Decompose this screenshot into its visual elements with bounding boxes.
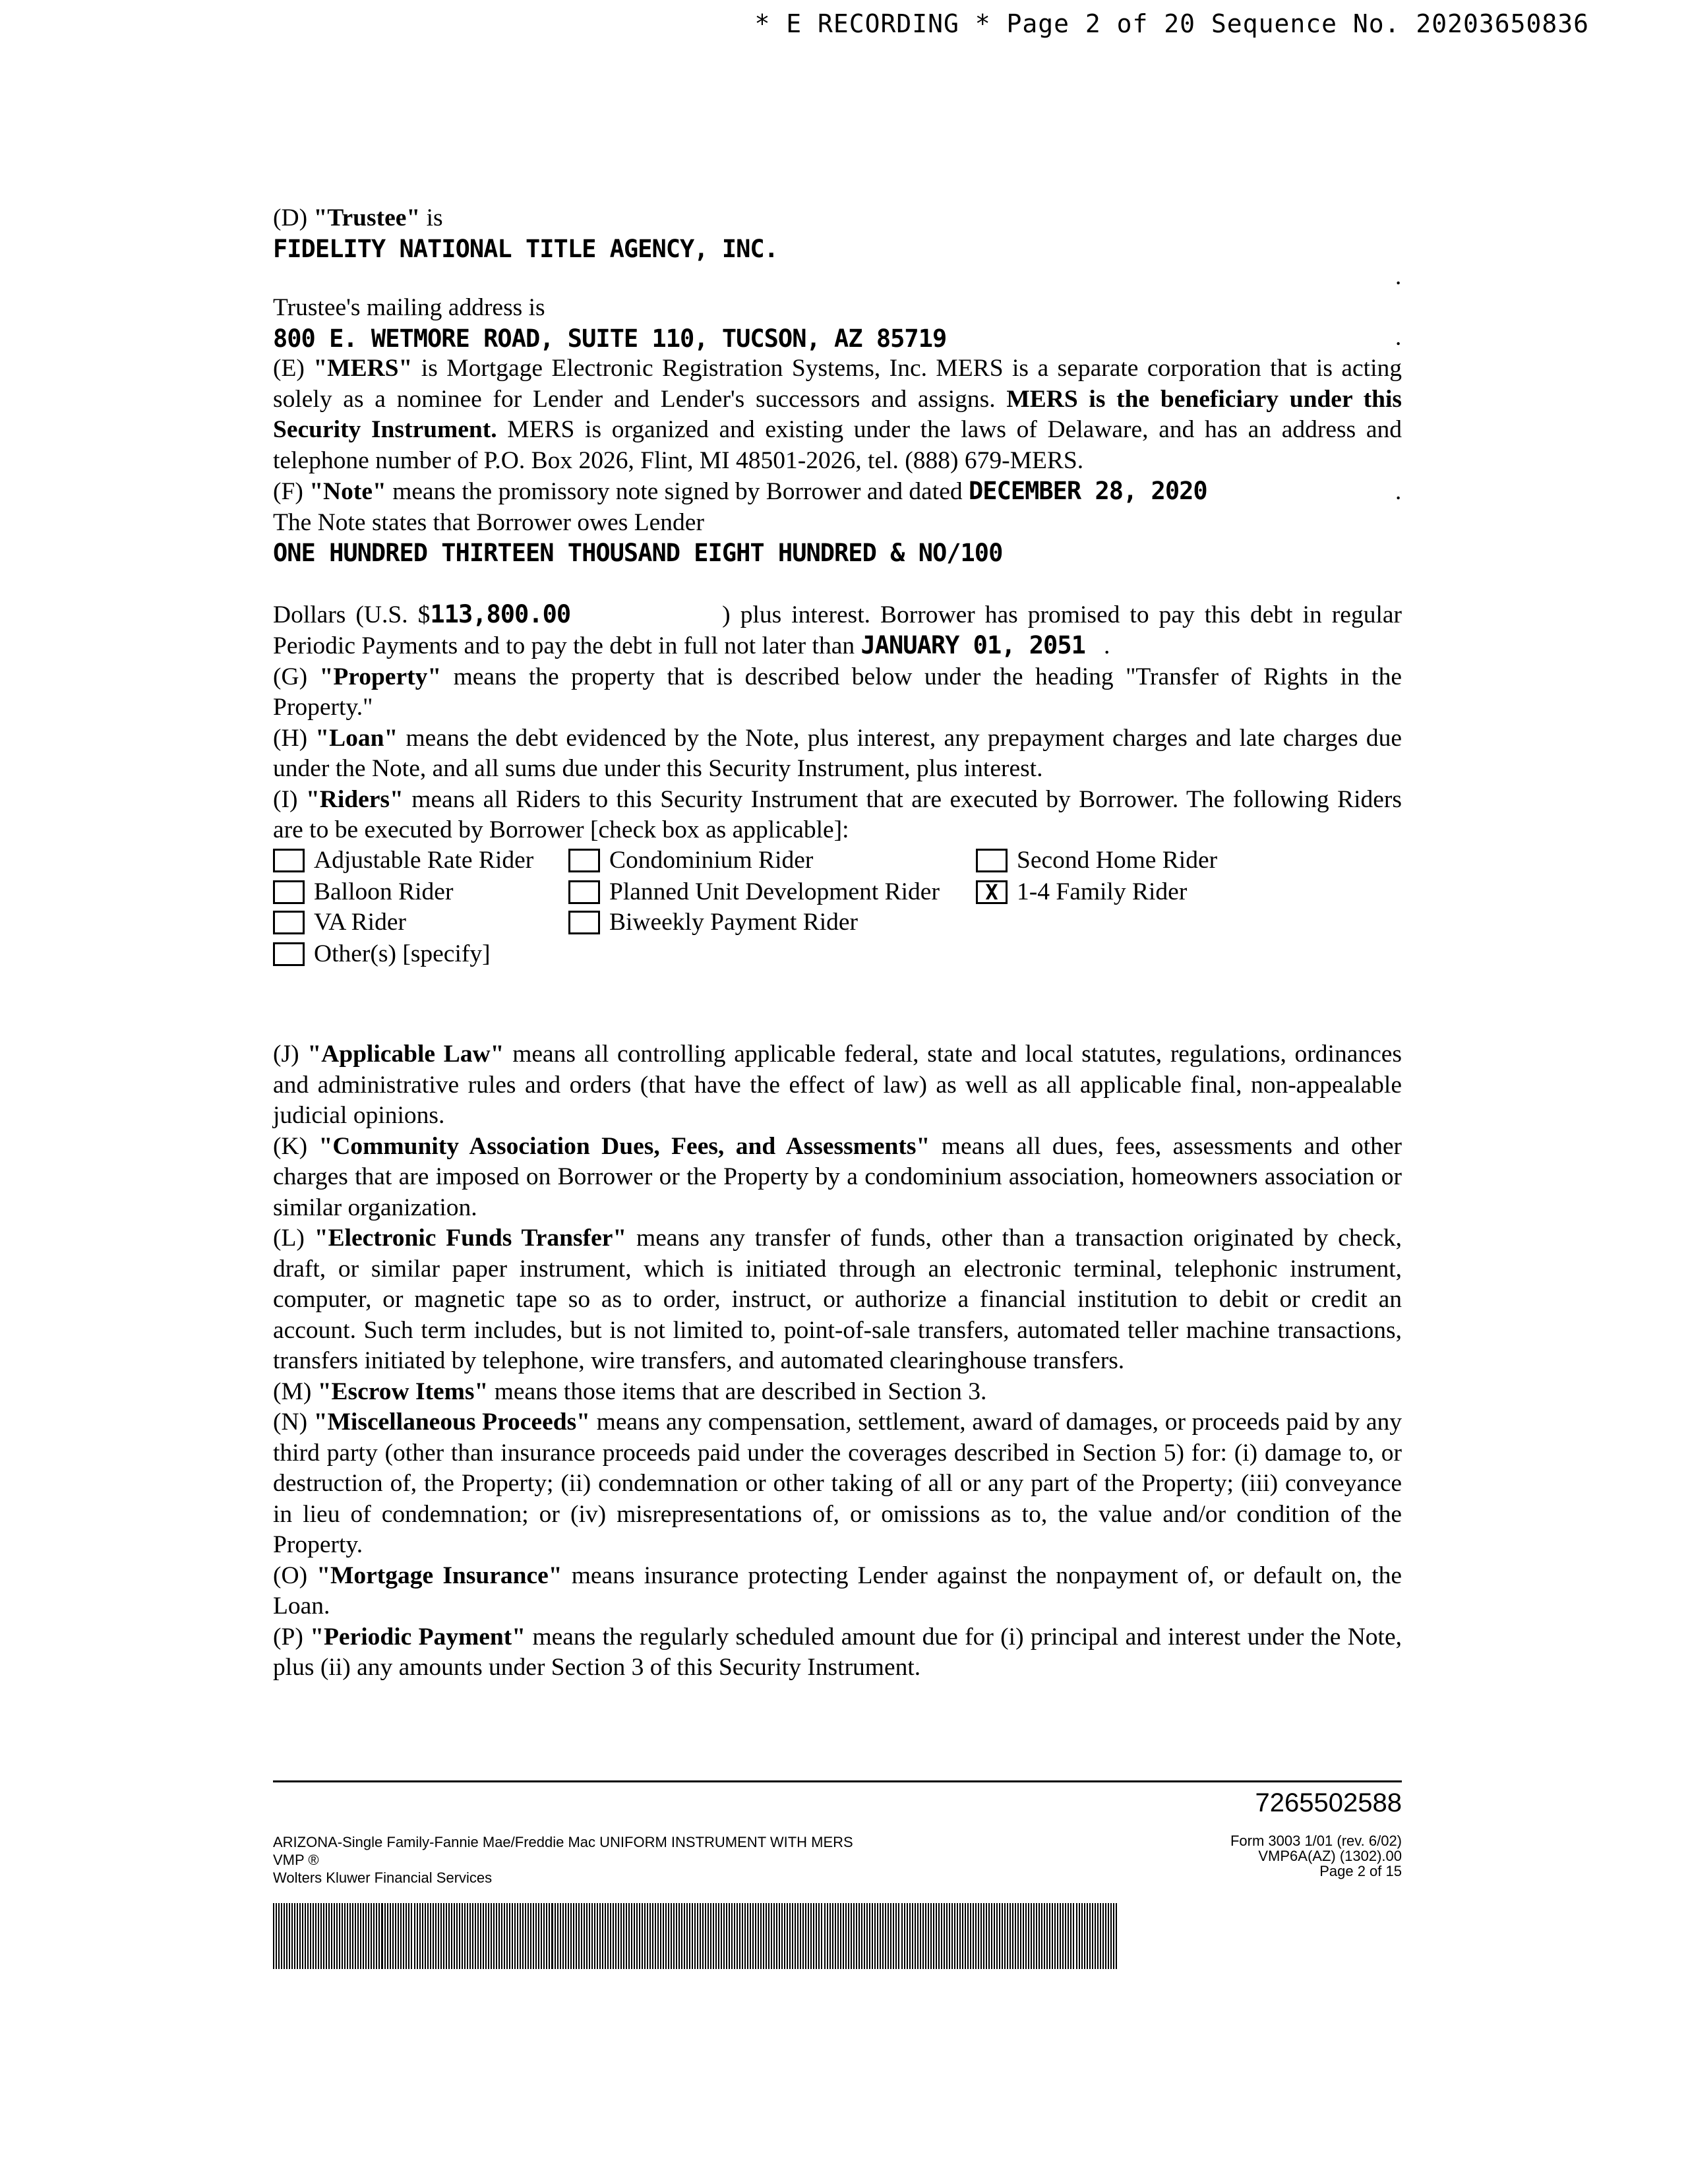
definition-note: (F) "Note" means the promissory note signed by Borrower and dated DECEMBER 28, 2020 [273, 477, 1207, 505]
definition-eft: (L) "Electronic Funds Transfer" means any transfer of funds, other than a transaction originated by check, draft, or similar paper instrument, which is initiated through an electronic terminal, telephonic instrument, computer, or magnetic tape so as to order, instruct, or authorize a financial institution to debit or credit an account. Such term includes, but is not limited to, point-of-sale transfers, automated teller machine transactions, transfers initiated by telephone, wire transfers, and automated clearinghouse transfers. [273, 1225, 1402, 1374]
fill-dot: . [1395, 263, 1402, 290]
note-amount: 113,800.00 [430, 599, 571, 628]
checkbox-box[interactable] [273, 849, 305, 872]
definition-misc-proceeds: (N) "Miscellaneous Proceeds" means any compensation, settlement, award of damages, or proceeds paid by any third party (other than insurance proceeds paid under the coverages described in Section 5) for: (i) damage to, or destruction of, the Property; (ii) condemnation or other taking of all or any part of the Property; (iii) conveyance in lieu of condemnation; or (iv) misrepresentations of, or omissions as to, the value and/or condition of the Property. [273, 1409, 1402, 1558]
section-trustee-address [273, 293, 1402, 354]
fill-dot: . [1395, 478, 1402, 505]
checkbox-box[interactable] [273, 942, 305, 966]
footer-left [273, 1833, 853, 1887]
note-amount-words: ONE HUNDRED THIRTEEN THOUSAND EIGHT HUNDRED & NO/100 [273, 539, 1003, 567]
definition-loan: (H) "Loan" means the debt evidenced by the Note, plus interest, any prepayment charges and late charges due under the Note, and all sums due under this Security Instrument, plus interest. [273, 724, 1402, 782]
checkbox-box[interactable] [273, 911, 305, 934]
section-trustee: (D) "Trustee" is FIDELITY NATIONAL TITLE AGENCY, INC. [273, 203, 1402, 264]
checkbox-box[interactable] [568, 880, 600, 904]
checkbox-pud-rider[interactable]: Planned Unit Development Rider [568, 878, 940, 906]
note-maturity-date: JANUARY 01, 2051 [860, 631, 1085, 659]
trustee-name: FIDELITY NATIONAL TITLE AGENCY, INC. [273, 234, 778, 263]
footer-rule [273, 1780, 1402, 1782]
trustee-address: 800 E. WETMORE ROAD, SUITE 110, TUCSON, AZ 85719 [273, 324, 947, 353]
note-date: DECEMBER 28, 2020 [968, 477, 1207, 505]
definition-mers: (E) "MERS" is Mortgage Electronic Registration Systems, Inc. MERS is a separate corporation that is acting solely as a nominee for Lender and Lender's successors and assigns. MERS is the beneficiary under this Security Instrument. MERS is organized and existing under the laws of Delaware, and has an address and telephone number of P.O. Box 2026, Flint, MI 48501-2026, tel. (888) 679-MERS. [273, 355, 1402, 474]
checkbox-box[interactable] [568, 849, 600, 872]
note-dollars: Dollars (U.S. $113,800.00 ) plus interest. Borrower has promised to pay this debt in regular Periodic Payments and to pay the debt in full not later than JANUARY 01, 2051 . [273, 599, 1402, 659]
checkbox-box[interactable] [273, 880, 305, 904]
form-code: VMP6A(AZ) (1302).00 [1258, 1848, 1402, 1864]
definition-property: (G) "Property" means the property that is described below under the heading "Transfer of Rights in the Property." [273, 663, 1402, 721]
form-title: ARIZONA-Single Family-Fannie Mae/Freddie Mac UNIFORM INSTRUMENT WITH MERS [273, 1834, 853, 1850]
publisher: Wolters Kluwer Financial Services [273, 1869, 493, 1886]
recording-header: * E RECORDING * Page 2 of 20 Sequence No. 20203650836 [754, 9, 1589, 38]
page-number: Page 2 of 15 [1319, 1863, 1402, 1879]
section-definitions-j-p [273, 1039, 1402, 1684]
checkbox-box[interactable] [568, 911, 600, 934]
trustee-address-label: Trustee's mailing address is [273, 294, 545, 321]
note-owes-text: The Note states that Borrower owes Lender [273, 508, 704, 536]
checkbox-1-4-family-rider[interactable]: X 1-4 Family Rider [976, 878, 1187, 906]
checkbox-condominium-rider[interactable]: Condominium Rider [568, 846, 813, 874]
fill-dot: . [1395, 324, 1402, 351]
checkbox-va-rider[interactable]: VA Rider [273, 908, 406, 936]
trustee-term: "Trustee" [313, 204, 421, 231]
form-number: Form 3003 1/01 (rev. 6/02) [1230, 1833, 1402, 1849]
section-definitions-e-i [273, 353, 1402, 846]
loan-number: 7265502588 [1255, 1788, 1402, 1817]
checkbox-second-home-rider[interactable]: Second Home Rider [976, 846, 1217, 874]
definition-periodic-payment: (P) "Periodic Payment" means the regularly scheduled amount due for (i) principal and interest under the Note, plus (ii) any amounts under Section 3 of this Security Instrument. [273, 1623, 1402, 1681]
checkbox-box[interactable]: X [976, 880, 1008, 904]
footer-right [1230, 1833, 1402, 1879]
checkbox-box[interactable] [976, 849, 1008, 872]
checkbox-others-rider[interactable]: Other(s) [specify] [273, 940, 491, 968]
checkbox-biweekly-payment-rider[interactable]: Biweekly Payment Rider [568, 908, 858, 936]
definition-mortgage-insurance: (O) "Mortgage Insurance" means insurance protecting Lender against the nonpayment of, or default on, the Loan. [273, 1562, 1402, 1620]
definition-escrow-items: (M) "Escrow Items" means those items that are described in Section 3. [273, 1378, 987, 1405]
rider-checkboxes [273, 846, 1402, 978]
definition-riders: (I) "Riders" means all Riders to this Security Instrument that are executed by Borrower. The following Riders are to be executed by Borrower [check box as applicable]: [273, 785, 1402, 843]
barcode [273, 1903, 1118, 1969]
definition-applicable-law: (J) "Applicable Law" means all controlling applicable federal, state and local statutes, regulations, ordinances and administrative rules and orders (that have the effect of law) as well as all applicable final, non-appealable judicial opinions. [273, 1041, 1402, 1129]
definition-community-dues: (K) "Community Association Dues, Fees, and Assessments" means all dues, fees, assessments and other charges that are imposed on Borrower or the Property by a condominium association, homeowners association or similar organization. [273, 1132, 1402, 1221]
checkbox-balloon-rider[interactable]: Balloon Rider [273, 878, 453, 906]
checkbox-adjustable-rate-rider[interactable]: Adjustable Rate Rider [273, 846, 533, 874]
vmp-mark: VMP ® [273, 1852, 319, 1868]
